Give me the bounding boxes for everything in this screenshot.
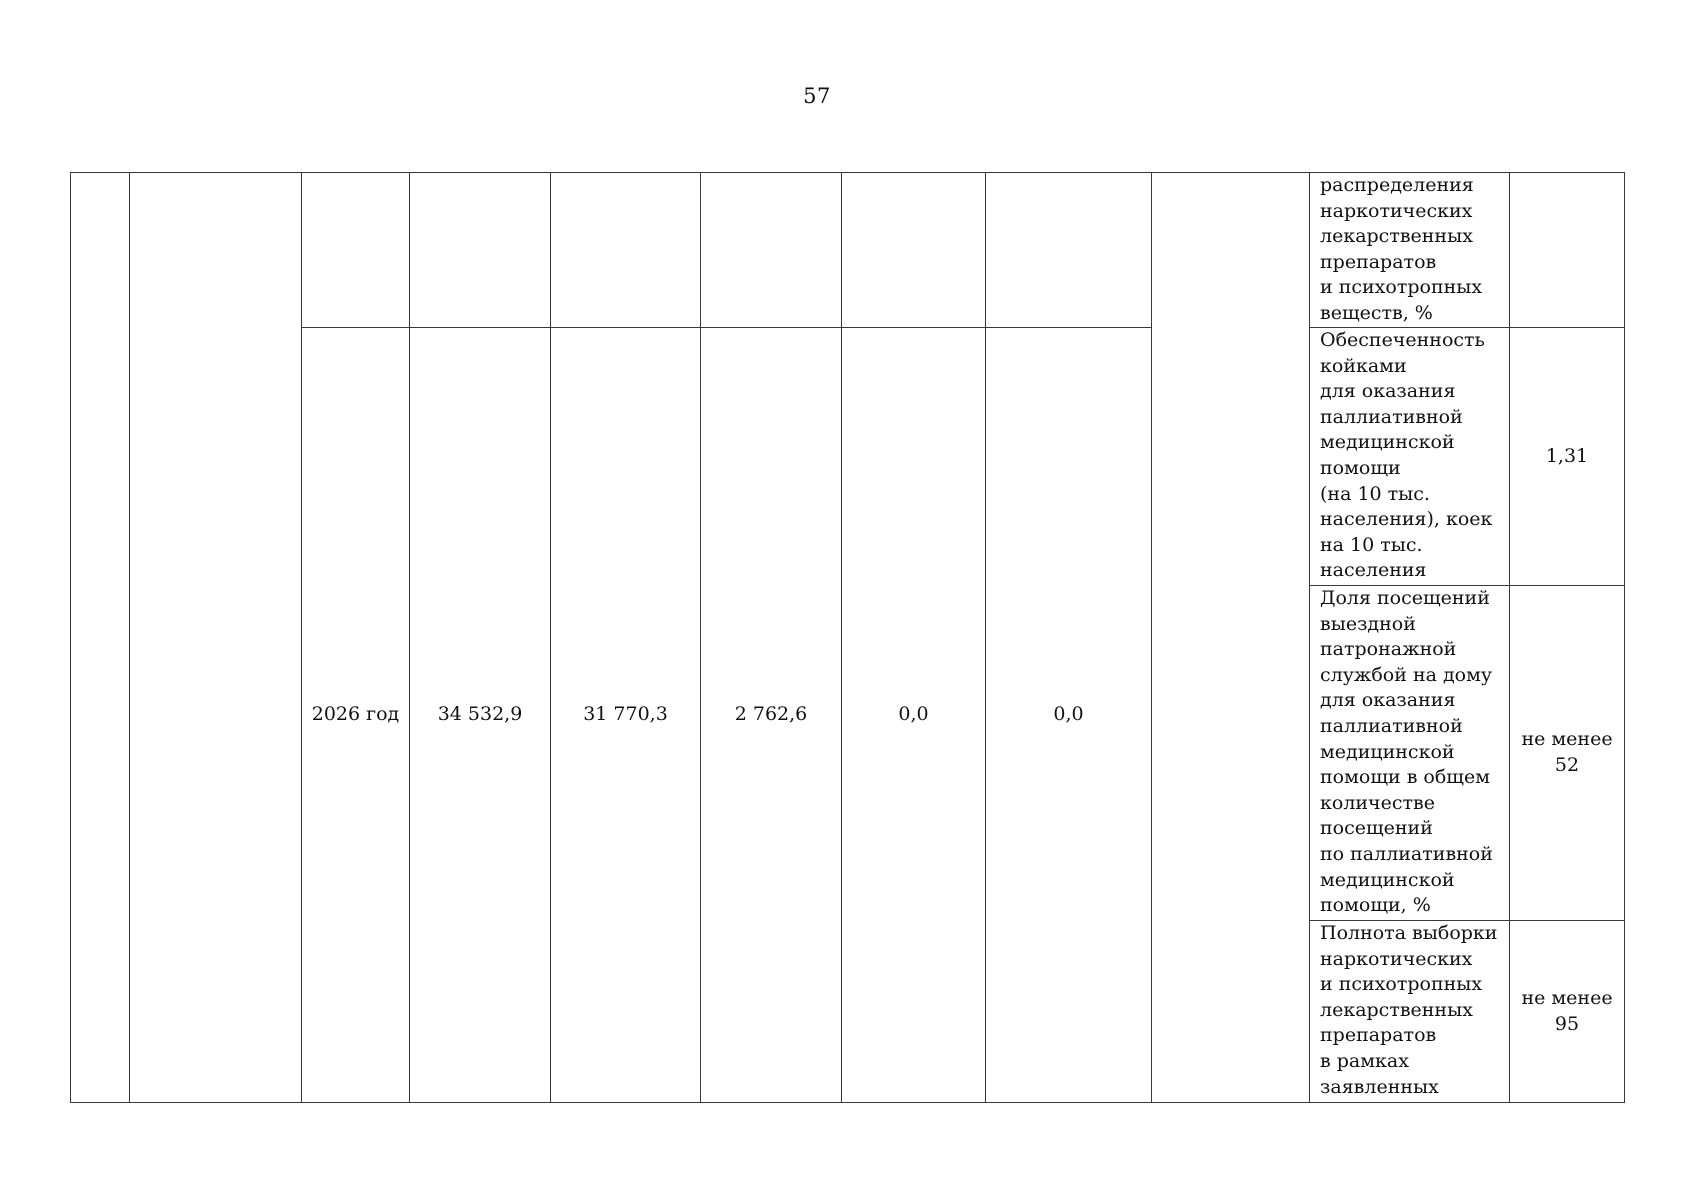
target-value-cell	[1510, 586, 1625, 921]
indicator-text-line: патронажной	[1320, 638, 1457, 661]
col-b-cell-empty	[551, 173, 701, 328]
table-row	[71, 173, 1625, 328]
executor-cell	[1152, 173, 1310, 1103]
indicator-text-line: Полнота выборки	[1320, 922, 1498, 944]
col-d-cell: 0,0	[842, 328, 986, 1103]
col-d-cell-empty	[842, 173, 986, 328]
indicator-text-line: количестве	[1320, 791, 1435, 814]
total-cell-empty	[410, 173, 551, 328]
target-value: не менее	[1521, 728, 1613, 751]
indicator-text-line: населения), коек	[1320, 508, 1493, 531]
indicator-text-line: заявленных	[1320, 1075, 1439, 1098]
indicator-text-line: медицинской	[1320, 868, 1455, 891]
indicator-text-line: и психотропных	[1320, 973, 1483, 996]
budget-table	[70, 172, 1625, 1103]
indicator-text-line: паллиативной	[1320, 405, 1463, 428]
target-value-cell	[1510, 921, 1625, 1103]
col-e-cell: 0,0	[986, 328, 1152, 1103]
indicator-text-line: веществ, %	[1320, 301, 1433, 324]
indicator-text-line: службой на дому	[1320, 663, 1493, 686]
indicator-cell	[1310, 173, 1510, 328]
indicator-text-line: лекарственных	[1320, 225, 1473, 248]
year-cell: 2026 год	[302, 328, 410, 1103]
col-e-cell-empty	[986, 173, 1152, 328]
indicator-text-line: выездной	[1320, 612, 1416, 635]
target-value-cell-empty	[1510, 173, 1625, 328]
indicator-text-line: по паллиативной	[1320, 842, 1493, 865]
total-cell: 34 532,9	[410, 328, 551, 1103]
indicator-text-line: (на 10 тыс.	[1320, 482, 1430, 505]
indicator-text-line: койками	[1320, 354, 1407, 377]
col-c-cell-empty	[701, 173, 842, 328]
indicator-text-line: помощи	[1320, 456, 1401, 479]
target-value: 95	[1554, 1012, 1580, 1035]
indicator-text-line: помощи, %	[1320, 894, 1431, 917]
indicator-cell	[1310, 921, 1510, 1103]
indicator-text-line: помощи в общем	[1320, 766, 1490, 789]
indicator-cell	[1310, 586, 1510, 921]
col-b-cell: 31 770,3	[551, 328, 701, 1103]
name-cell	[130, 173, 302, 1103]
page-number: 57	[803, 84, 831, 108]
indicator-text-line: населения	[1320, 559, 1427, 582]
indicator-text-line: паллиативной	[1320, 714, 1463, 737]
indicator-text-line: в рамках	[1320, 1049, 1409, 1072]
indicator-text-line: для оказания	[1320, 689, 1456, 712]
indicator-text-line: наркотических	[1320, 947, 1473, 970]
indicator-text-line: Доля посещений	[1320, 587, 1490, 609]
indicator-text-line: медицинской	[1320, 740, 1455, 763]
target-value: не менее	[1521, 986, 1613, 1009]
indicator-text-line: лекарственных	[1320, 998, 1473, 1021]
indicator-text-line: медицинской	[1320, 431, 1455, 454]
indicator-text-line: распределения	[1320, 174, 1474, 196]
table-row	[71, 328, 1625, 586]
indicator-text-line: Обеспеченность	[1320, 329, 1485, 351]
year-cell-empty	[302, 173, 410, 328]
target-value-cell	[1510, 328, 1625, 586]
col-c-cell: 2 762,6	[701, 328, 842, 1103]
indicator-text-line: препаратов	[1320, 1024, 1437, 1047]
indicator-cell	[1310, 328, 1510, 586]
indicator-text-line: и психотропных	[1320, 276, 1483, 299]
number-cell	[71, 173, 130, 1103]
target-value: 52	[1554, 754, 1580, 776]
indicator-text-line: посещений	[1320, 817, 1433, 840]
target-value: 1,31	[1545, 444, 1589, 467]
indicator-text-line: для оказания	[1320, 380, 1456, 403]
indicator-text-line: на 10 тыс.	[1320, 533, 1423, 556]
indicator-text-line: препаратов	[1320, 250, 1437, 273]
indicator-text-line: наркотических	[1320, 199, 1473, 222]
